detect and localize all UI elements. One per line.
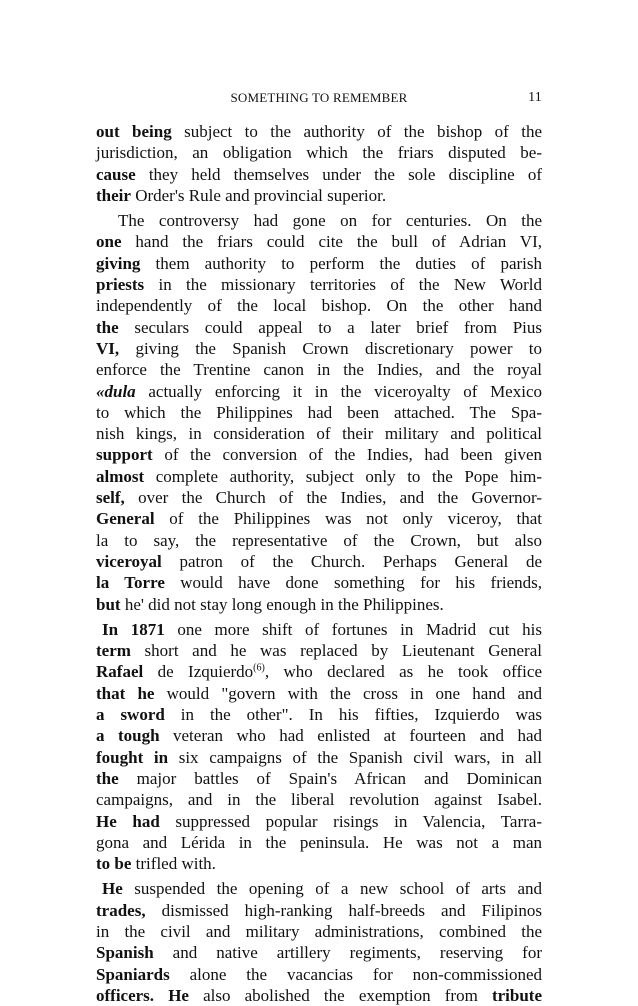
bold-lead-word: their [96,185,131,205]
text-line [96,985,542,1006]
bold-lead-word: giving [96,253,141,273]
line-text: and native artillery regiments, reserving for [153,943,542,963]
text-line [96,704,542,725]
text-line [96,121,542,142]
bold-lead-word: He had [96,811,160,831]
line-text: jurisdiction, an obligation which the friars disputed be- [96,143,542,163]
bold-lead-word: Rafael [96,662,144,682]
bold-lead-word: the [96,768,119,788]
text-line [96,402,542,423]
line-text: la to say, the representative of the Crown, but also [96,530,542,550]
bold-lead-word: In 1871 [102,619,165,639]
line-text: subject to the authority of the bishop of the [171,122,543,141]
line-text: in the civil and military administrations, combined the [96,921,542,941]
text-line [96,274,542,295]
bold-lead-word: General [96,509,155,529]
text-line [96,594,542,615]
line-text: short and he was replaced by Lieutenant General [130,641,542,661]
line-text: patron of the Church. Perhaps General de [161,551,542,571]
text-line [96,921,542,942]
bold-lead-word: He [102,879,123,899]
bold-lead-word: that he [96,683,155,703]
text-line [96,466,542,487]
text-line [96,317,542,338]
text-line [96,185,542,206]
bold-lead-word: a tough [96,726,160,746]
text-line [96,508,542,529]
bold-lead-word: to be [96,854,132,874]
line-text: gona and Lérida in the peninsula. He was not a man [96,832,542,852]
text-line [96,231,542,252]
line-text: giving the Spanish Crown discretionary power to [119,338,542,358]
text-line [96,142,542,163]
text-line [96,210,542,231]
bold-lead-word: VI, [96,338,120,358]
bold-lead-word: Spaniards [96,964,170,984]
line-text: in the missionary territories of the New World [144,275,542,295]
bold-lead-word: trades, [96,900,146,920]
line-text: he' did not stay long enough in the Philippines. [120,594,444,614]
bold-lead-word: officers. He [96,985,189,1005]
bold-lead-word: self, [96,488,125,508]
line-text: The controversy had gone on for centuries. On the [118,211,542,231]
line-text: of the conversion of the Indies, had been given [152,445,542,465]
line-text: campaigns, and in the liberal revolution against Isabel. [96,790,542,810]
line-text: suspended the opening of a new school of arts and [122,879,542,899]
line-text: nish kings, in consideration of their military and political [96,424,542,444]
text-line [96,572,542,593]
line-text: enforce the Trentine canon in the Indies, and the royal [96,360,542,380]
text-line [96,530,542,551]
bold-lead-word: priests [96,275,145,295]
text-line [96,683,542,704]
line-text: Order's Rule and provincial superior. [130,185,387,205]
text-line [96,878,542,899]
line-text: them authority to perform the duties of parish [140,253,542,273]
line-text: six campaigns of the Spanish civil wars, in all [168,747,542,767]
text-line [96,942,542,963]
line-text: in the other". In his fifties, Izquierdo was [164,705,542,725]
line-text: alone the vacancias for non-commissioned [169,964,542,984]
bold-lead-word: fought in [96,747,169,767]
line-text: de Izquierdo [143,662,254,682]
text-line [96,853,542,874]
line-text: actually enforcing it in the viceroyalty of Mexico [135,381,542,401]
line-text: suppressed popular risings in Valencia, Tarra- [159,811,542,831]
line-text: trifled with. [131,854,216,874]
text-line [96,661,542,682]
bold-lead-word: viceroyal [96,551,162,571]
page-header [96,90,542,110]
page-number: 11 [528,90,542,105]
line-text: , who declared as he took office [264,662,542,682]
line-text: hand the friars could cite the bull of Adrian VI, [121,232,542,252]
text-line [96,487,542,508]
text-line [96,747,542,768]
text-line [96,811,542,832]
bold-lead-word: «dula [96,381,136,401]
line-text: would "govern with the cross in one hand and [154,683,543,703]
text-line [96,768,542,789]
text-line [96,964,542,985]
running-title: SOMETHING TO REMEMBER [230,90,408,105]
line-text: they held themselves under the sole discipline of [135,164,542,184]
bold-lead-word: term [96,641,131,661]
text-line [96,832,542,853]
text-line [96,359,542,380]
text-line [96,164,542,185]
line-text: would have done something for his friends, [164,573,542,593]
text-line [96,381,542,402]
text-line [96,295,542,316]
bold-lead-word: almost [96,466,145,486]
text-line [96,789,542,810]
text-line [96,725,542,746]
text-line [96,619,542,640]
footnote-marker: (6) [253,662,265,674]
text-line [96,444,542,465]
line-text: over the Church of the Indies, and the Governor- [124,488,542,508]
bold-lead-word: but [96,594,121,614]
line-text: one more shift of fortunes in Madrid cut his [164,619,542,639]
text-line [96,551,542,572]
text-line [96,900,542,921]
bold-trailing-word: tribute [491,985,542,1005]
line-text: independently of the local bishop. On the other hand [96,296,542,316]
bold-lead-word: support [96,445,153,465]
line-text: also abolished the exemption from [188,985,492,1005]
line-text: veteran who had enlisted at fourteen and had [159,726,542,746]
bold-lead-word: the [96,317,119,337]
line-text: dismissed high-ranking half-breeds and Filipinos [145,900,542,920]
text-line [96,640,542,661]
bold-lead-word: Spanish [96,943,154,963]
body-text [96,121,542,1006]
bold-lead-word: cause [96,164,136,184]
bold-lead-word: out being [96,122,172,141]
line-text: of the Philippines was not only viceroy, that [154,509,542,529]
line-text: major battles of Spain's African and Dominican [118,768,542,788]
text-line [96,423,542,444]
bold-lead-word: one [96,232,122,252]
text-line [96,338,542,359]
line-text: seculars could appeal to a later brief from Pius [118,317,542,337]
line-text: complete authority, subject only to the Pope him- [144,466,542,486]
bold-lead-word: la Torre [96,573,165,593]
line-text: to which the Philippines had been attached. The Spa- [96,402,542,422]
text-line [96,253,542,274]
bold-lead-word: a sword [96,705,165,725]
